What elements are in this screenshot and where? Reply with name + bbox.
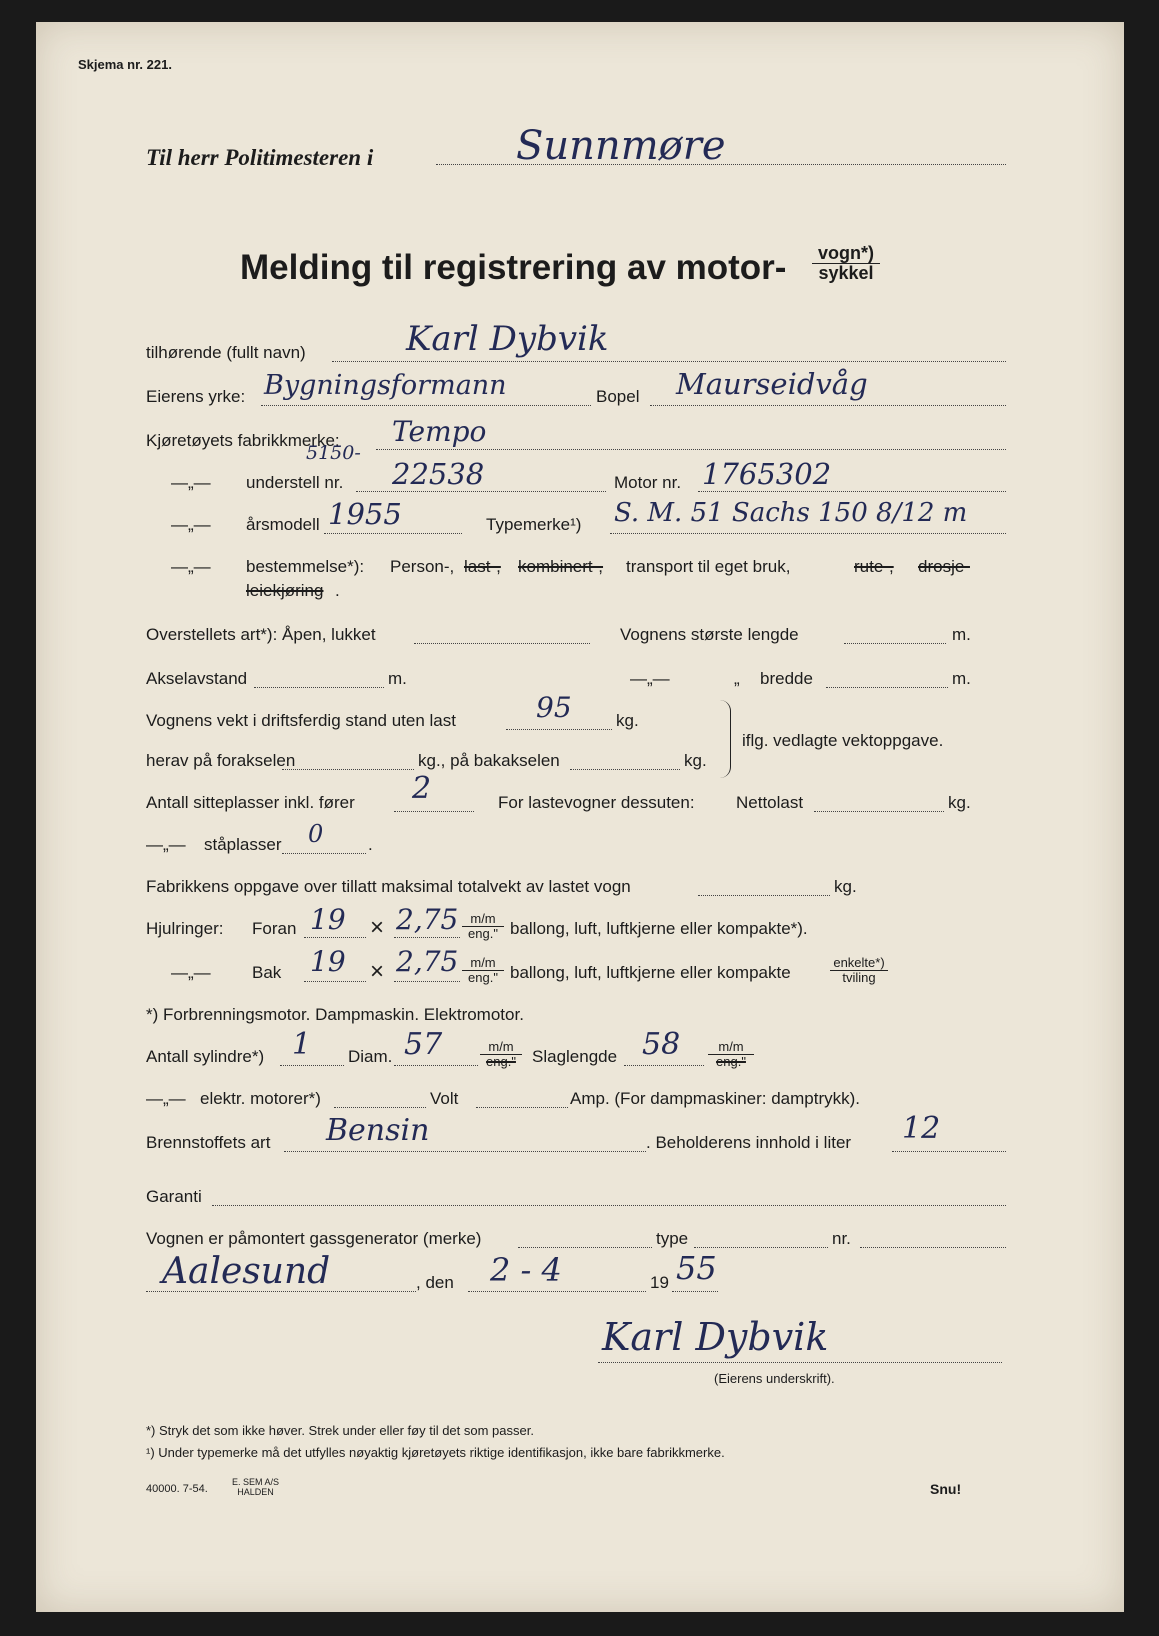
weight-brace <box>720 700 731 778</box>
tyres-front-kinds: ballong, luft, luftkjerne eller kompakte*). <box>510 919 808 938</box>
width-label: bredde <box>760 669 813 688</box>
title-fraction-top: vogn*) <box>812 244 880 264</box>
printer-mark <box>232 1478 279 1498</box>
stroke-unit-top: m/m <box>708 1040 754 1055</box>
gas-nr-line <box>860 1247 1006 1248</box>
title-fraction <box>812 244 880 283</box>
tyres-rear-a-line <box>304 981 366 982</box>
standing-value: 0 <box>308 820 324 848</box>
residence-label: Bopel <box>596 387 640 406</box>
printer-bottom: HALDEN <box>237 1486 274 1497</box>
tyres-front-unit <box>462 912 504 940</box>
purpose-private: transport til eget bruk, <box>626 557 791 576</box>
owner-name-line <box>332 361 1006 362</box>
print-code: 40000. 7-54. <box>146 1483 208 1495</box>
date-line <box>468 1291 646 1292</box>
net-load-unit: kg. <box>948 793 971 812</box>
cylinders-value: 1 <box>292 1027 312 1062</box>
tyres-rear-b: 2,75 <box>396 945 459 978</box>
owner-name-value: Karl Dybvik <box>406 319 609 359</box>
type-line <box>610 533 1006 534</box>
year-value: 1955 <box>328 497 402 531</box>
tank-line <box>892 1151 1006 1152</box>
volt-label: Volt <box>430 1089 459 1108</box>
tyres-rear-times: × <box>370 958 385 985</box>
tyres-label: Hjulringer: <box>146 919 224 938</box>
gas-nr-label: nr. <box>832 1229 851 1248</box>
stroke-line <box>624 1065 704 1066</box>
footnote-star: *) Stryk det som ikke høver. Strek under eller føy til det som passer. <box>146 1423 534 1438</box>
purpose-person: Person-, <box>390 557 455 576</box>
fuel-line <box>284 1151 646 1152</box>
seats-value: 2 <box>412 771 432 806</box>
tyres-rear-kinds: ballong, luft, luftkjerne eller kompakte <box>510 963 791 982</box>
year-line <box>324 533 462 534</box>
rear-axle-unit: kg. <box>684 751 707 770</box>
weight-label: Vognens vekt i driftsferdig stand uten last <box>146 711 456 730</box>
den-label: , den <box>416 1273 454 1292</box>
chassis-line <box>356 491 606 492</box>
diameter-unit <box>480 1040 522 1068</box>
form-title: Melding til registrering av motor- <box>240 248 787 287</box>
volt-line <box>476 1107 568 1108</box>
seats-line <box>394 811 474 812</box>
body-type-label: Overstellets art*): Åpen, lukket <box>146 625 376 644</box>
year-suffix: 55 <box>676 1249 717 1287</box>
type-label: Typemerke¹) <box>486 515 582 534</box>
standing-label: ståplasser <box>204 835 282 854</box>
gas-label: Vognen er påmontert gassgenerator (merke) <box>146 1229 482 1248</box>
occupation-value: Bygningsformann <box>264 370 507 401</box>
residence-line <box>650 405 1006 406</box>
purpose-rute: rute-, <box>854 557 894 576</box>
stroke-label: Slaglengde <box>532 1047 618 1066</box>
rear-axle-label: kg., på bakakselen <box>418 751 560 770</box>
width-unit: m. <box>952 669 971 688</box>
title-fraction-bottom: sykkel <box>818 262 874 283</box>
diameter-value: 57 <box>404 1027 443 1062</box>
stroke-value: 58 <box>642 1027 681 1062</box>
fuel-label: Brennstoffets art <box>146 1133 271 1152</box>
occupation-label: Eierens yrke: <box>146 387 246 406</box>
tank-value: 12 <box>902 1111 941 1146</box>
fuel-value: Bensin <box>326 1113 430 1148</box>
addressee-value: Sunnmøre <box>516 123 726 169</box>
year-suffix-line <box>672 1291 718 1292</box>
truck-label: For lastevogner dessuten: <box>498 793 695 812</box>
engine-kinds: *) Forbrenningsmotor. Dampmaskin. Elektromotor. <box>146 1005 524 1024</box>
turn-over-note: Snu! <box>930 1481 962 1497</box>
tyres-rear-ditto: —„— <box>171 963 211 982</box>
tyres-rear-b-line <box>394 981 460 982</box>
front-axle-line <box>282 769 414 770</box>
diameter-unit-top: m/m <box>480 1040 522 1055</box>
tyres-single: enkelte*) <box>830 956 888 971</box>
tyres-twin: tviling <box>842 969 876 985</box>
tyres-rear-unit <box>462 956 504 984</box>
gas-line <box>518 1247 652 1248</box>
year-label: årsmodell <box>246 515 320 534</box>
form-number: Skjema nr. 221. <box>78 57 172 72</box>
diameter-unit-bottom: eng." <box>486 1053 516 1069</box>
weight-unit: kg. <box>616 711 639 730</box>
make-value: Tempo <box>392 415 487 448</box>
max-weight-unit: kg. <box>834 877 857 896</box>
tyres-front-b-line <box>394 937 460 938</box>
place-value: Aalesund <box>162 1251 331 1292</box>
elec-ditto: —„— <box>146 1089 186 1108</box>
cylinders-label: Antall sylindre*) <box>146 1047 265 1066</box>
chassis-prefix: 5150- <box>306 442 361 464</box>
weight-value: 95 <box>536 691 572 724</box>
chassis-ditto: —„— <box>171 473 211 492</box>
diameter-line <box>394 1065 478 1066</box>
gas-type-line <box>694 1247 828 1248</box>
form-page <box>36 22 1124 1612</box>
wheelbase-label: Akselavstand <box>146 669 248 688</box>
owner-signature: Karl Dybvik <box>602 1315 829 1359</box>
wheelbase-unit: m. <box>388 669 407 688</box>
purpose-kombinert: kombinert-, <box>518 557 604 576</box>
tyres-rear-unit-bottom: eng." <box>468 969 498 985</box>
rear-axle-line <box>570 769 680 770</box>
guarantee-line <box>212 1205 1006 1206</box>
tyres-front-a-line <box>304 937 366 938</box>
purpose-label: bestemmelse*): <box>246 557 365 576</box>
addressee-label: Til herr Politimesteren i <box>146 145 374 170</box>
tyres-rear-label: Bak <box>252 963 282 982</box>
tyres-rear-a: 19 <box>310 945 346 978</box>
motor-line <box>698 491 1006 492</box>
length-line <box>844 643 946 644</box>
elec-line <box>334 1107 426 1108</box>
width-line <box>826 687 948 688</box>
footnote-one: ¹) Under typemerke må det utfylles nøyaktig kjøretøyets riktige identifikasjon, ikke bare fabrikkmerke. <box>146 1445 725 1460</box>
tank-label: . Beholderens innhold i liter <box>646 1133 852 1152</box>
elec-label: elektr. motorer*) <box>200 1089 321 1108</box>
weight-line <box>506 729 612 730</box>
tyres-front-unit-top: m/m <box>462 912 504 927</box>
standing-line <box>282 853 366 854</box>
owner-name-label: tilhørende (fullt navn) <box>146 343 306 362</box>
tyres-front-times: × <box>370 914 385 941</box>
standing-end: . <box>368 835 373 854</box>
signature-line <box>598 1362 1002 1363</box>
signature-caption: (Eierens underskrift). <box>714 1371 835 1386</box>
occupation-line <box>261 405 591 406</box>
date-value: 2 - 4 <box>490 1251 562 1289</box>
purpose-ditto: —„— <box>171 557 211 576</box>
year-ditto: —„— <box>171 515 211 534</box>
net-load-label: Nettolast <box>736 793 804 812</box>
purpose-leie: leiekjøring <box>246 581 324 600</box>
stroke-unit-bottom: eng." <box>716 1053 746 1069</box>
length-label: Vognens største lengde <box>620 625 799 644</box>
tyres-rear-mount <box>830 956 888 984</box>
amp-label: Amp. (For dampmaskiner: damptrykk). <box>570 1089 861 1108</box>
front-axle-label: herav på forakselen <box>146 751 296 770</box>
wheelbase-line <box>254 687 384 688</box>
standing-ditto: —„— <box>146 835 186 854</box>
purpose-last: last-, <box>464 557 501 576</box>
width-quote: „ <box>734 669 740 688</box>
printer-top: E. SEM A/S <box>232 1477 280 1487</box>
max-weight-line <box>698 895 830 896</box>
body-type-line <box>414 643 590 644</box>
year-prefix: 19 <box>650 1273 669 1292</box>
weight-note: iflg. vedlagte vektoppgave. <box>742 731 944 750</box>
gas-type-label: type <box>656 1229 689 1248</box>
tyres-front-unit-bottom: eng." <box>468 925 498 941</box>
tyres-front-b: 2,75 <box>396 903 459 936</box>
residence-value: Maurseidvåg <box>676 367 868 401</box>
max-weight-label: Fabrikkens oppgave over tillatt maksimal totalvekt av lastet vogn <box>146 877 631 896</box>
width-ditto: —„— <box>630 669 670 688</box>
type-value: S. M. 51 Sachs 150 8/12 m <box>614 498 968 528</box>
net-load-line <box>814 811 944 812</box>
chassis-label: understell nr. <box>246 473 344 492</box>
tyres-front-a: 19 <box>310 903 346 936</box>
diameter-label: Diam. <box>348 1047 393 1066</box>
motor-label: Motor nr. <box>614 473 682 492</box>
make-label: Kjøretøyets fabrikkmerke: <box>146 431 340 450</box>
cylinders-line <box>280 1065 344 1066</box>
purpose-end: . <box>335 581 340 600</box>
tyres-rear-unit-top: m/m <box>462 956 504 971</box>
tyres-front-label: Foran <box>252 919 297 938</box>
seats-label: Antall sitteplasser inkl. fører <box>146 793 355 812</box>
motor-value: 1765302 <box>702 457 832 491</box>
chassis-value: 22538 <box>392 457 485 491</box>
purpose-drosje: drosje- <box>918 557 970 576</box>
length-unit: m. <box>952 625 971 644</box>
make-line <box>376 449 1006 450</box>
guarantee-label: Garanti <box>146 1187 202 1206</box>
stroke-unit <box>708 1040 754 1068</box>
